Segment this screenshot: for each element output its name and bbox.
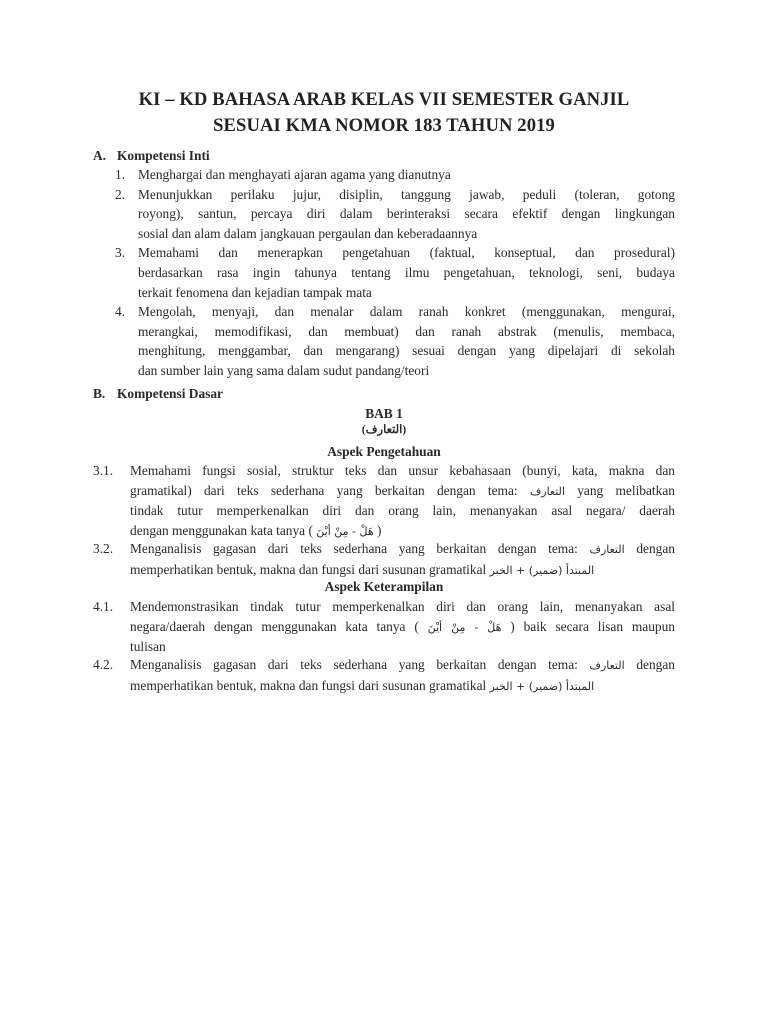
section-b-title: Kompetensi Dasar <box>117 386 224 401</box>
list-item <box>93 302 675 380</box>
kd-line <box>130 676 675 697</box>
list-item <box>93 243 675 302</box>
list-item-line: Mengolah, menyaji, dan menalar dalam ranah konkret (menggunakan, mengurai, <box>138 304 675 320</box>
kd-line-text: ) baik secara lisan maupun <box>510 618 675 634</box>
kd-line-text: Menganalisis gagasan dari teks sederhana yang berkaitan dengan tema: <box>130 541 578 556</box>
kd-item-4-1 <box>93 597 675 657</box>
section-b-heading <box>93 384 223 404</box>
list-item-line: Menghargai dan menghayati ajaran agama yang dianutnya <box>138 167 451 182</box>
kd-line <box>130 481 675 502</box>
kd-item-3-1 <box>93 461 675 541</box>
list-item-line: berdasarkan rasa ingin tahunya tentang ilmu pengetahuan, teknologi, seni, budaya <box>138 264 675 280</box>
chapter-subtitle-arabic: (التعارف) <box>361 424 407 436</box>
kd-line-text: dengan <box>636 657 675 672</box>
list-item-line: terkait fenomena dan kejadian tampak mata <box>138 284 372 300</box>
arabic-question-words: هَلْ - مِنْ أيْنَ <box>427 620 502 634</box>
kd-line-text: ) <box>377 522 382 538</box>
list-item-line: Menunjukkan perilaku jujur, disiplin, tanggung jawab, peduli (toleran, gotong <box>138 186 675 202</box>
list-item-number: 1. <box>115 167 126 182</box>
kd-number: 3.1. <box>93 463 114 478</box>
kd-line-text: dengan <box>636 541 675 556</box>
section-b-letter: B. <box>93 386 106 401</box>
arabic-term: التعارف <box>589 659 625 672</box>
kd-line-text: negara/daerah dengan menggunakan kata tanya ( <box>130 618 419 634</box>
kd-line: Memahami fungsi sosial, struktur teks dan unsur kebahasaan (bunyi, kata, makna dan <box>130 463 675 478</box>
kd-line-text: dengan menggunakan kata tanya ( <box>130 522 313 538</box>
list-item-line: sosial dan alam dalam jangkauan pergaulan dan keberadaannya <box>138 225 478 241</box>
kd-line <box>130 617 675 638</box>
list-item-number: 3. <box>115 245 126 261</box>
list-item <box>93 185 675 244</box>
arabic-grammar-term: المبتدأ (ضمير) + الخبر <box>489 563 595 577</box>
chapter-heading: BAB 1 <box>365 406 403 421</box>
section-a-letter: A. <box>93 148 107 163</box>
kd-line: Mendemonstrasikan tindak tutur memperkenalkan diri dan orang lain, menanyakan asal <box>130 599 675 614</box>
list-item-line: Memahami dan menerapkan pengetahuan (faktual, konseptual, dan prosedural) <box>138 245 675 261</box>
kd-line: tulisan <box>130 639 166 655</box>
list-item-line: dan sumber lain yang sama dalam sudut pandang/teori <box>138 362 430 378</box>
kd-line <box>130 655 675 676</box>
kd-line: tindak tutur memperkenalkan diri dan orang lain, menanyakan asal negara/ daerah <box>130 503 675 519</box>
arabic-grammar-term: المبتدأ (ضمير) + الخبر <box>489 679 595 693</box>
list-item <box>93 165 675 185</box>
kd-line-text: memperhatikan bentuk, makna dan fungsi dari susunan gramatikal <box>130 677 487 693</box>
list-item-number: 2. <box>115 186 126 202</box>
arabic-term: التعارف <box>589 543 625 556</box>
aspek-keterampilan-heading: Aspek Keterampilan <box>324 579 444 594</box>
arabic-term: التعارف <box>529 484 565 498</box>
kd-line-text: gramatikal) dari teks sederhana yang berkaitan dengan tema: <box>130 482 518 498</box>
list-item-line: royong), santun, percaya diri dalam berinteraksi secara efektif dengan lingkungan <box>138 206 675 222</box>
kd-line-text: Menganalisis gagasan dari teks sederhana yang berkaitan dengan tema: <box>130 657 578 672</box>
list-item-line: merangkai, memodifikasi, dan membuat) dan ranah abstrak (menulis, membaca, <box>138 323 675 339</box>
kd-line <box>130 539 675 560</box>
kd-line-text: memperhatikan bentuk, makna dan fungsi dari susunan gramatikal <box>130 561 487 577</box>
kompetensi-inti-list <box>93 165 675 381</box>
kd-line-text: yang melibatkan <box>577 482 675 498</box>
kd-item-4-2 <box>93 655 675 696</box>
section-a-title: Kompetensi Inti <box>117 148 210 163</box>
aspek-pengetahuan-heading: Aspek Pengetahuan <box>327 444 441 459</box>
document-title-line-1: KI – KD BAHASA ARAB KELAS VII SEMESTER GANJIL <box>138 89 630 110</box>
list-item-line: menghitung, menggambar, dan mengarang) sesuai dengan yang dipelajari di sekolah <box>138 343 675 359</box>
document-title-line-2: SESUAI KMA NOMOR 183 TAHUN 2019 <box>213 115 555 136</box>
kd-number: 4.2. <box>93 657 114 672</box>
kd-number: 4.1. <box>93 599 114 614</box>
list-item-number: 4. <box>115 304 126 320</box>
kd-number: 3.2. <box>93 541 114 556</box>
section-a-heading <box>93 146 210 166</box>
arabic-question-words: هَلْ - مِنْ أيْنَ <box>316 524 374 538</box>
kd-item-3-2 <box>93 539 675 580</box>
